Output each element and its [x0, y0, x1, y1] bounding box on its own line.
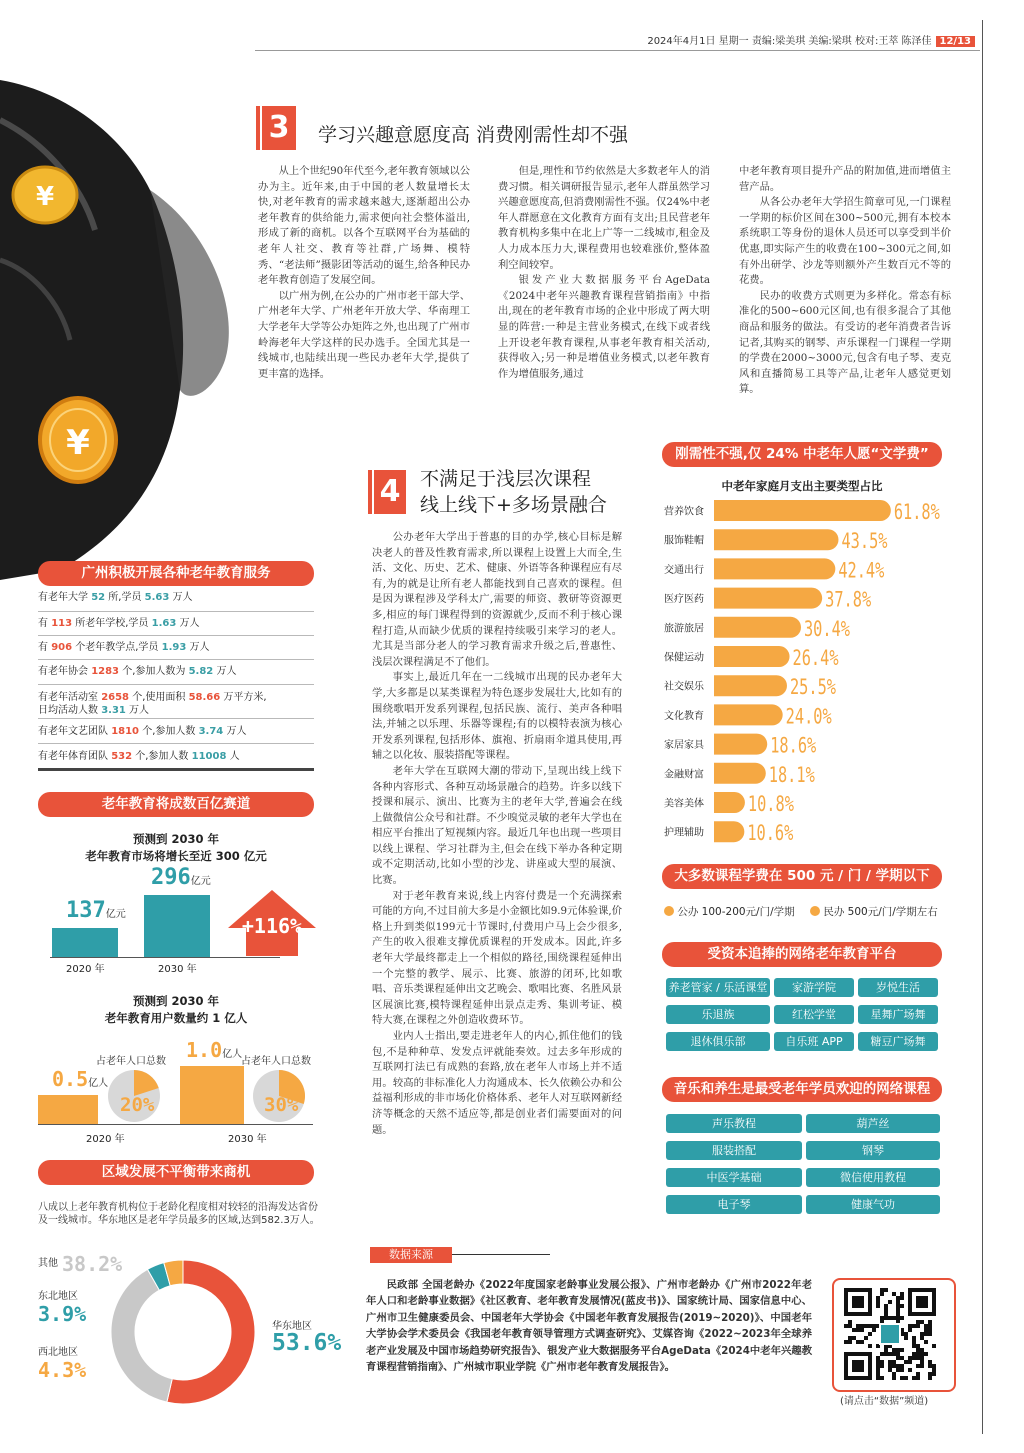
bar: [714, 792, 745, 813]
bar: [714, 734, 767, 755]
platform-tag: 养老管家 / 乐活课堂: [666, 978, 770, 997]
svg-text:¥: ¥: [35, 182, 55, 212]
category-label: 家居家具: [664, 740, 704, 752]
platform-tag: 岁悦生活: [858, 978, 938, 997]
x-tick-label: 2030 年: [228, 1134, 267, 1145]
section-3-title: 学习兴趣意愿度高 消费刚需性却不强: [318, 124, 629, 146]
share-label: 30%: [264, 1094, 299, 1116]
bar: [52, 928, 118, 957]
category-label: 金融财富: [664, 769, 704, 781]
qr-caption: (请点击“数据”频道): [840, 1396, 929, 1407]
bar: [38, 1095, 98, 1124]
paragraph: 民办的收费方式则更为多样化。常态有标准化的500~600元区间,也有很多混合了其他商品和服务的做法。有受访的老年消费者告诉记者,其购买的钢琴、声乐课程一门课程一学期的学费在2000~3000元,包含有电子琴、麦克风和直播简易工具等产品,让老年人感觉更划算。: [739, 289, 951, 396]
list-item: 有老年活动室 2658 个,使用面积 58.66 万平方米, 日均活动人数 3.31 万人: [38, 685, 314, 719]
bar: [714, 704, 783, 725]
svg-text:¥: ¥: [66, 423, 90, 463]
x-tick-label: 2030 年: [158, 964, 197, 975]
spending-pill: 刚需性不强,仅 24% 中老年人愿“文学费”: [662, 442, 942, 467]
bar: [714, 821, 744, 842]
qr-code-icon[interactable]: [834, 1280, 954, 1390]
bar: [714, 763, 766, 784]
region-label: 东北地区: [38, 1291, 78, 1302]
platforms-pill: 受资本追捧的网络老年教育平台: [662, 942, 942, 967]
paragraph: 银发产业大数据服务平台AgeData《2024中老年兴趣教育课程营销指南》中指出,现在的老年教育市场的企业中形成了两大明显的阵营:一种是主营业务模式,在线下或者线上开设老年教育课程,从事老年教育相关活动,获得收入;另一种是增值业务模式,以老年教育作为增值服务,通过: [498, 274, 710, 380]
donut-slice: [111, 1269, 172, 1402]
section-3-col1: [258, 164, 470, 382]
paragraph: 以广州为例,在公办的广州市老干部大学、广州老年大学、广州老年开放大学、华南理工大学老年大学等公办矩阵之外,也出现了广州市岭海老年大学这样的民办选手。全国尤其是一线城市,也陆续出现一些民办老年大学,提供了更丰富的选择。: [258, 289, 470, 380]
value-label: 26.4%: [792, 646, 839, 670]
paragraph: 但是,理性和节约依然是大多数老年人的消费习惯。相关调研报告显示,老年人群虽然学习兴趣意愿度高,但消费刚需性不强。仅24%中老年人群愿意在文化教育方面有支出;且民营老年教育机构多集中在北上广等一二线城市,租金及人力成本压力大,课程费用也较难涨价,整体盈利空间较窄。: [498, 165, 710, 271]
value-label: 10.8%: [747, 792, 795, 816]
value-label: 24.0%: [785, 704, 832, 729]
category-label: 医疗医药: [664, 594, 704, 606]
market-chart1-title-2: 老年教育市场将增长至近 300 亿元: [85, 849, 267, 863]
category-label: 护理辅助: [664, 827, 704, 839]
category-label: 交通出行: [664, 564, 704, 576]
header-text: 2024年4月1日 星期一 责编:梁美琪 美编:梁琪 校对:王萃 陈泽佳: [647, 36, 932, 47]
bar: [714, 558, 835, 579]
list-item: 有老年体育团队 532 个,参加人数 11008 人: [38, 744, 314, 771]
header-rule: [255, 50, 980, 51]
paragraph: 公办老年大学出于普惠的目的办学,核心目标是解决老人的普及性教育需求,所以课程上设置上大而全,生活、文化、历史、艺术、健康、外语等各种课程应有尽有,为的就是让所有老人都能找到自己喜欢的课程。但是因为课程涉及学科太广,需要的师资、教研等资源更多,相应的每门课程得到的资源就少,反而不利于核心课程打造,从而缺少优质的课程持续吸引来学习的老人。尤其是当部分老人的学习教育需求升级之后,普惠性、浅层次课程满足不了他们。: [372, 531, 622, 668]
section-3-number: 3: [262, 106, 296, 150]
user-chart: [38, 1030, 328, 1150]
share-caption: 占老年人口总数: [241, 1056, 311, 1067]
page-header: [560, 32, 975, 48]
list-item: 有 113 所老年学校,学员 1.63 万人: [38, 612, 314, 636]
bar: [714, 646, 790, 667]
legend-dot-icon: [810, 906, 820, 916]
platform-tag: 糖豆广场舞: [858, 1032, 938, 1051]
platform-tag: 星舞广场舞: [858, 1005, 938, 1024]
value-label: 10.6%: [747, 821, 794, 846]
category-label: 文化教育: [664, 710, 704, 722]
section-4-number: 4: [374, 470, 406, 514]
category-label: 旅游旅居: [664, 623, 704, 635]
axis-line: [38, 1124, 313, 1125]
paragraph: 中老年教育项目提升产品的附加值,进而增值主营产品。: [739, 165, 951, 193]
sources-label: 数据来源: [370, 1247, 452, 1263]
sources-text: 民政部 全国老龄办《2022年度国家老龄事业发展公报》、广州市老龄办《广州市2022年老年人口和老龄事业数据》《社区教育、老年教育发展情况(蓝皮书)》、国家统计局、国家信息中心、广州市卫生健康委员会、中国老年大学协会《中国老年教育发展报告(2019~2020)》、中国老年大学协会学术委员会《我国老年教育领导管理方式调查研究》、艾媒咨询《2022~2023年全球养老产业发展及中国市场趋势研究报告》、银发产业大数据服务平台AgeData《2024中老年兴趣教育课程营销指南》、广州城市职业学院《广州市老年教育发展报告》。: [366, 1279, 812, 1374]
courses-pill: 音乐和养生是最受老年学员欢迎的网络课程: [662, 1077, 942, 1102]
list-item: 有 906 个老年教学点,学员 1.93 万人: [38, 636, 314, 660]
platform-tag: 红松学堂: [774, 1005, 854, 1024]
platform-tag: 家游学院: [774, 978, 854, 997]
category-label: 美容美体: [664, 798, 704, 810]
coin-icon: [13, 167, 77, 223]
bar: [714, 617, 801, 638]
list-item: 有老年大学 52 所,学员 5.63 万人: [38, 588, 314, 612]
region-value: 38.2%: [62, 1252, 123, 1276]
paragraph: 事实上,最近几年在一二线城市出现的民办老年大学,大多都是以某类课程为特色逐步发展壮大,比如有的围绕歌唱开发系列课程,包括民族、流行、美声各种唱法,并辅之以乐理、乐器等课程;有的以模特表演为核心开发系列课程,包括形体、旗袍、折扇雨伞道具使用,再辅之以化妆、服装搭配等课程。: [372, 671, 622, 762]
value-label: 30.4%: [803, 616, 851, 641]
bar: [714, 500, 891, 521]
bar: [180, 1066, 244, 1124]
growth-label: +116%: [241, 914, 303, 938]
bar: [144, 895, 210, 957]
section-4-title-line2: 线上线下+多场景融合: [420, 494, 607, 516]
category-label: 社交娱乐: [664, 681, 704, 693]
category-label: 营养饮食: [664, 506, 704, 518]
spending-bar-chart: [660, 496, 952, 846]
market-title: 老年教育将成数百亿赛道: [38, 792, 314, 817]
course-tag: 钢琴: [806, 1141, 940, 1160]
course-tag: 电子琴: [666, 1195, 802, 1214]
value-label: 61.8%: [893, 500, 941, 524]
category-label: 服饰鞋帽: [664, 535, 704, 547]
bar-value: 1.0亿人: [186, 1038, 243, 1062]
value-label: 42.4%: [838, 558, 885, 583]
services-list: [38, 588, 314, 771]
course-tag: 中医学基础: [666, 1168, 802, 1187]
page-number: 12/13: [936, 36, 975, 47]
category-label: 保健运动: [664, 652, 704, 664]
platform-tag: 退休俱乐部: [666, 1032, 770, 1051]
coin-icon: [40, 398, 116, 482]
fees-legend: [664, 904, 938, 919]
sources-rule: [452, 1254, 550, 1255]
region-value: 4.3%: [38, 1358, 87, 1382]
market-chart2-title-1: 预测到 2030 年: [132, 994, 219, 1008]
share-caption: 占老年人口总数: [96, 1056, 166, 1067]
bar: [714, 588, 822, 609]
section-4-body: [372, 530, 622, 1138]
market-chart1-title-1: 预测到 2030 年: [132, 832, 219, 846]
paragraph: 业内人士指出,要走进老年人的内心,抓住他们的钱包,不是种种草、发发点评就能奏效。过去多年形成的互联网打法已有成熟的套路,放在老年人市场上并不适用。较高的非标准化人力沟通成本、长久依赖公办和公益福利形成的非市场化价格体系、老年人对互联网新经济等概念的天然不适应等,都是创业者们需要面对的问题。: [372, 1030, 622, 1136]
section-3-col2: [498, 164, 710, 382]
course-tag: 微信使用教程: [806, 1168, 940, 1187]
fees-pill: 大多数课程学费在 500 元 / 门 / 学期以下: [662, 864, 942, 889]
course-tag: 葫芦丝: [806, 1114, 940, 1133]
value-label: 25.5%: [789, 675, 837, 700]
paragraph: 对于老年教育来说,线上内容付费是一个充满探索可能的方向,不过目前大多是小金额比如9.9元体验课,价格上升到类似199元十节课时,付费用户马上会少很多,产生的收入很难支撑优质课程的开发成本。因此,许多老年大学最终都走上一个相似的路径,围绕课程延伸出一个完整的教学、展示、比赛、旅游的闭环,比如歌唱、音乐类课程延伸出文艺晚会、歌唱比赛、名胜风景区展演比赛,模特课程延伸出景点走秀、集训考证、模特大赛,在课程之外创造收费环节。: [372, 889, 622, 1027]
platform-tag: 自乐班 APP: [774, 1032, 854, 1051]
legend-label: 民办 500元/门/学期左右: [823, 906, 938, 918]
legend-label: 公办 100-200元/门/学期: [677, 906, 795, 918]
services-title: 广州积极开展各种老年教育服务: [38, 561, 314, 586]
region-label: 西北地区: [38, 1347, 78, 1358]
bar-value: 296亿元: [151, 865, 211, 890]
region-desc: 八成以上老年教育机构位于老龄化程度相对较轻的沿海发达省份及一线城市。华东地区是老年学员最多的区域,达到582.3万人。: [38, 1202, 320, 1226]
paragraph: 从各公办老年大学招生简章可见,一门课程一学期的标价区间在300~500元,拥有本校本系统职工等身份的退休人员还可以享受到半价优惠,即实际产生的收费在100~300元之间,如有外出研学、沙龙等则额外产生数百元不等的花费。: [739, 196, 951, 287]
region-label: 其他: [38, 1258, 58, 1269]
section-3-col3: [739, 164, 951, 398]
legend-dot-icon: [664, 906, 674, 916]
market-chart2-title-2: 老年教育用户数量约 1 亿人: [104, 1011, 248, 1025]
region-value: 3.9%: [38, 1302, 87, 1326]
value-label: 43.5%: [841, 529, 888, 554]
market-bar-chart: [38, 865, 328, 978]
value-label: 18.1%: [768, 762, 816, 787]
value-label: 37.8%: [825, 587, 872, 612]
platform-tag: 乐退族: [666, 1005, 770, 1024]
paragraph: 从上个世纪90年代至今,老年教育领域以公办为主。近年来,由于中国的老人数量增长太快,对老年教育的需求越来越大,逐渐超出公办老年教育的供给能力,需求便向社会整体溢出,形成了新的商机。以各个互联网平台为基础的老年人社交、教育等社群,广场舞、模特秀、“老法师”摄影团等活动的诞生,给各种民办老年教育创造了发展空间。: [258, 165, 471, 287]
paragraph: 老年大学在互联网大潮的带动下,呈现出线上线下各种内容形式、各种互动场景融合的趋势。许多以线下授课和展示、演出、比赛为主的老年大学,普遍会在线上做微信公众号和社群。不少嗅觉灵敏的老年大学也在相应平台推出了短视频内容。最近几年也出现一些项目以线上课程、学习社群为主,但会在线下举办各种定期或不定期活动,比如小型的沙龙、讲座或大型的展演、比赛。: [372, 764, 622, 887]
course-tag: 健康气功: [806, 1195, 940, 1214]
share-label: 20%: [120, 1094, 155, 1116]
qr-code-frame: [832, 1278, 956, 1392]
course-tag: 声乐教程: [666, 1114, 802, 1133]
bar: [714, 675, 787, 696]
x-tick-label: 2020 年: [86, 1134, 125, 1145]
bar-value: 0.5亿人: [52, 1067, 109, 1091]
list-item: 有老年协会 1283 个,参加人数为 5.82 万人: [38, 660, 314, 685]
ink-brush-illustration: [0, 60, 255, 580]
section-4-title-line1: 不满足于浅层次课程: [420, 468, 592, 490]
spending-chart-title: 中老年家庭月支出主要类型占比: [721, 479, 883, 493]
region-label: 华东地区: [272, 1321, 312, 1332]
list-item: 有老年文艺团队 1810 个,参加人数 3.74 万人: [38, 719, 314, 744]
region-value: 53.6%: [272, 1330, 342, 1356]
course-tag: 服装搭配: [666, 1141, 802, 1160]
bar-value: 137亿元: [66, 898, 126, 924]
region-title: 区域发展不平衡带来商机: [38, 1160, 314, 1185]
bar: [714, 529, 838, 550]
value-label: 18.6%: [770, 733, 817, 758]
x-tick-label: 2020 年: [66, 964, 105, 975]
